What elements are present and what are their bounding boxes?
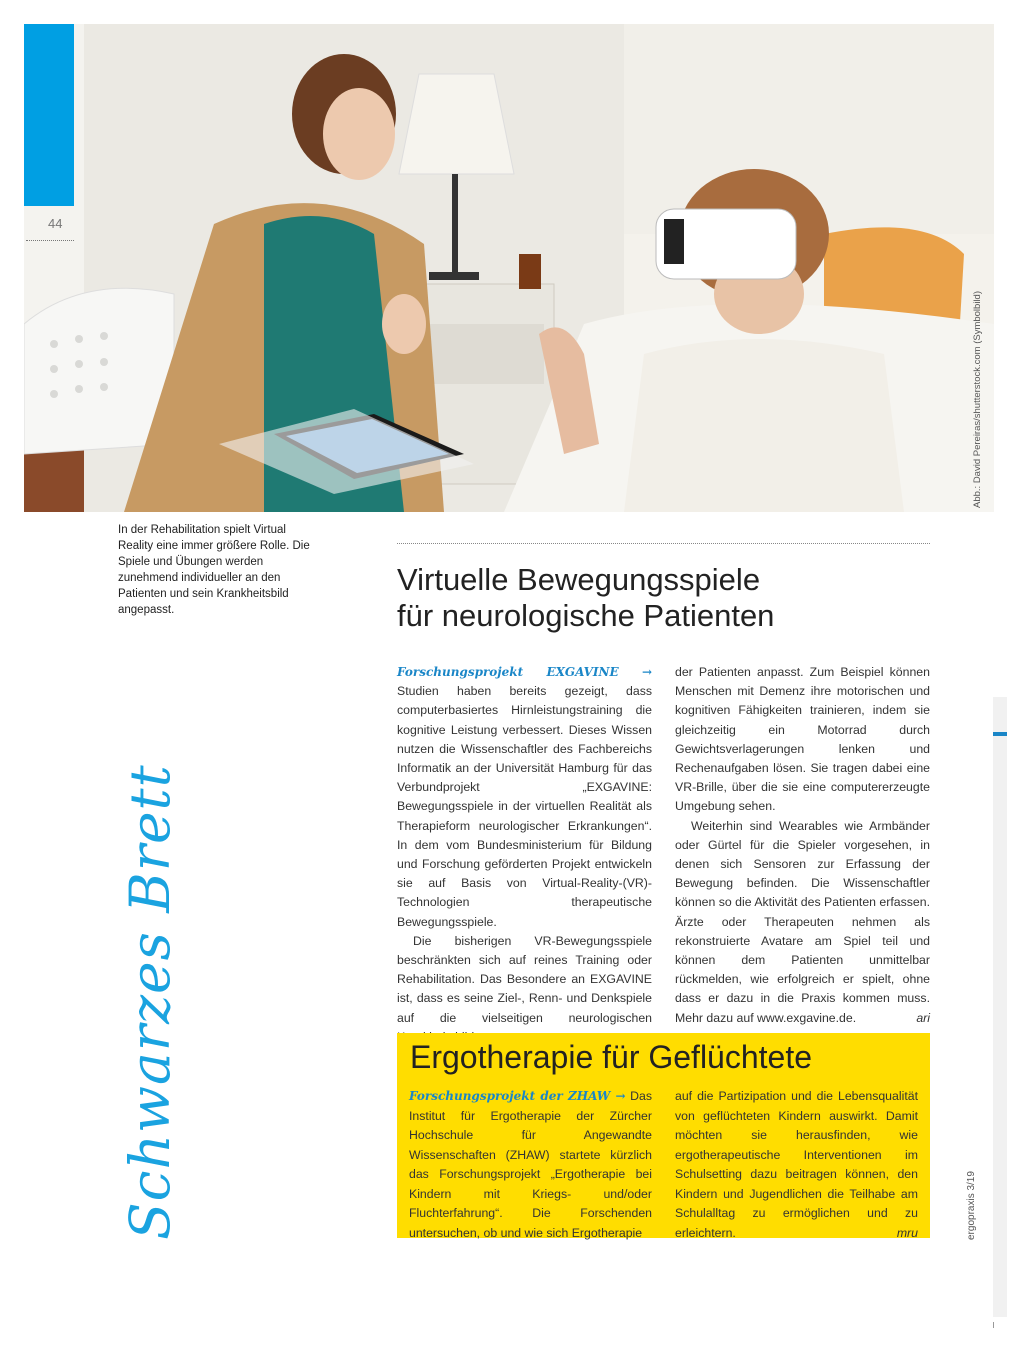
article-photo [24, 24, 994, 512]
article-paragraph: Die bisherigen VR-Bewegungsspiele beschränkten sich auf reines Training oder Rehabilitation. Das Besondere an EXGAVINE ist, dass es seine Ziel-, Renn- und Denkspiele auf die vielseitigen neurologischen [397, 933, 652, 1025]
scrollbar-thumb[interactable] [993, 732, 1007, 736]
news-box-column-1 [409, 1087, 652, 1243]
section-color-tab [24, 24, 74, 206]
journal-issue: ergopraxis 3/19 [966, 1171, 977, 1240]
news-box-headline: Ergotherapie für Geflüchtete [410, 1039, 813, 1075]
page-number: 44 [48, 216, 63, 231]
author-signature: mru [896, 1225, 918, 1240]
scrollbar-track[interactable] [993, 697, 1007, 1317]
page-number-rule [26, 240, 74, 241]
scrollbar-tick [993, 1322, 994, 1328]
article-text: Weiterhin sind Wearables wie Armbänder oder Gürtel für die Spieler vorgesehen, in denen sich Sensoren zur Erfassung der Bewegung befinden. Die Wissenschaftler können so die Aktivität des Patienten erfassen. Ärzte oder Therapeuten nehmen als rekonstruierte Avatare am Spiel teil und können dem Patienten unmittelbar rückmelden, wie erfolgreich er spielt, ohne dass er dazu in die Praxis kommen muss. Mehr dazu auf www.exgavine.de. [675, 818, 930, 1025]
news-box [397, 1033, 930, 1238]
article-paragraph [675, 817, 930, 1028]
article-column-1 [397, 663, 652, 1047]
article-paragraph [409, 1087, 652, 1243]
news-box-column-2 [675, 1087, 918, 1243]
photo-caption: In der Rehabilitation spielt Virtual Reality eine immer größere Rolle. Die Spiele und Übungen werden zunehmend individueller an den Patienten und sein Krankheitsbild angepasst. [118, 524, 310, 616]
photo-credit: Abb.: David Pereiras/shutterstock.com (Symbolbild) [972, 291, 983, 508]
photo-illustration [24, 24, 994, 512]
article-paragraph [397, 663, 652, 932]
article-headline [397, 562, 937, 634]
article-paragraph: der Patienten anpasst. Zum Beispiel können Menschen mit Demenz ihre motorischen und kognitiven Fähigkeiten trainieren, indem sie gleichzeitig ein Motorrad durch Gewichtsverlagerungen lenken und Rechenaufgaben lösen. Sie tragen dabei eine VR-Brille, über die sie eine computererzeugte Umgebung sehen. [675, 665, 930, 814]
headline-line-1: Virtuelle Bewegungsspiele [397, 562, 761, 597]
author-signature: ari [916, 1010, 930, 1025]
article-lead: Forschungsprojekt der ZHAW → [409, 1089, 626, 1103]
article-text: Studien haben bereits gezeigt, dass computerbasiertes Hirnleistungstraining die kognitive Leistung verbessert. Dieses Wissen nutzen die Wissenschaftler des Fachbereichs Informatik an der Universität Hamburg für das Verbundprojekt „EXGAVINE: Bewegungsspiele in der virtuellen Realität als Therapieform neurologischer Erkrankungen“. In dem vom Bundesministerium für Bildung und Forschung geförderten Projekt entwickeln sie auf Basis von Virtual-Reality-(VR)-Technologien therapeutische Bewegungsspiele. [397, 684, 652, 929]
section-title: Schwarzes Brett [118, 764, 182, 1240]
article-paragraph [675, 1087, 918, 1243]
article-column-2 [675, 663, 930, 1028]
article-divider [397, 543, 930, 544]
article-lead: Forschungsprojekt EXGAVINE → [397, 665, 652, 679]
article-text: Das Institut für Ergotherapie der Zürcher Hochschule für Angewandte Wissenschaften (ZHAW) startete kürzlich das Forschungsprojekt „Ergotherapie bei Kindern mit Kriegs- und/oder Fluchterfahrung“. Die Forschenden untersuchen, ob und wie sich Ergotherapie [409, 1089, 652, 1240]
article-text: auf die Partizipation und die Lebensqualität von geflüchteten Kindern auswirkt. Damit möchten sie herausfinden, wie ergotherapeutische Interventionen im Schulsetting dazu beitragen können, den Kindern und Jugendlichen die Teilhabe am Schulalltag zu ermöglichen und zu erleichtern. [675, 1089, 918, 1240]
headline-line-2: für neurologische Patienten [397, 598, 775, 633]
